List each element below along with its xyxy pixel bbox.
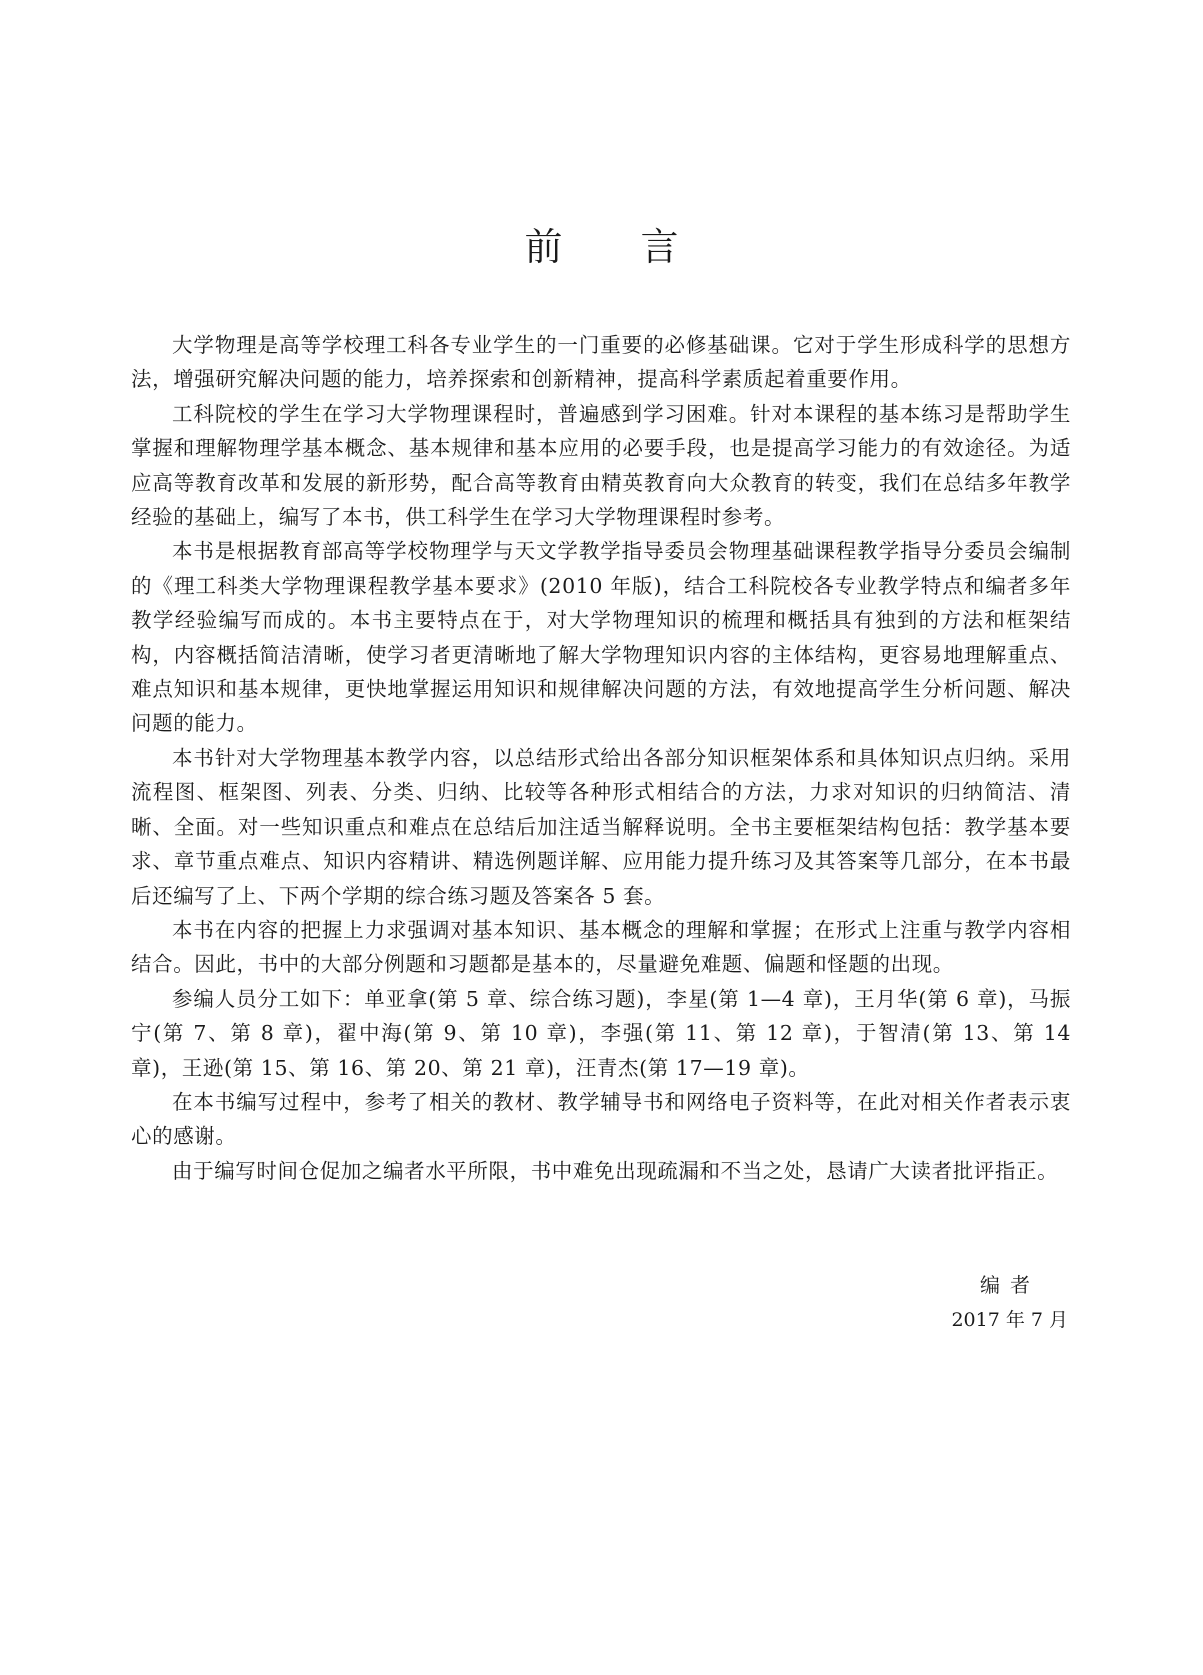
paragraph-1: 大学物理是高等学校理工科各专业学生的一门重要的必修基础课。它对于学生形成科学的思想方法，增强研究解决问题的能力，培养探索和创新精神，提高科学素质起着重要作用。 bbox=[131, 333, 1071, 392]
signature-author: 编者 bbox=[980, 1273, 1040, 1297]
paragraph-5: 本书在内容的把握上力求强调对基本知识、基本概念的理解和掌握；在形式上注重与教学内容相结合。因此，书中的大部分例题和习题都是基本的，尽量避免难题、偏题和怪题的出现。 bbox=[131, 917, 1071, 977]
page-title: 前言 bbox=[524, 225, 757, 269]
preface-body bbox=[131, 328, 1071, 1188]
paragraph-7: 在本书编写过程中，参考了相关的教材、教学辅导书和网络电子资料等，在此对相关作者表示衷心的感谢。 bbox=[131, 1089, 1071, 1149]
paragraph-2: 工科院校的学生在学习大学物理课程时，普遍感到学习困难。针对本课程的基本练习是帮助学生掌握和理解物理学基本概念、基本规律和基本应用的必要手段，也是提高学习能力的有效途径。为适应高等教育改革和发展的新形势，配合高等教育由精英教育向大众教育的转变，我们在总结多年教学经验的基础上，编写了本书，供工科学生在学习大学物理课程时参考。 bbox=[131, 401, 1071, 530]
signature-date: 2017 年 7 月 bbox=[951, 1309, 1068, 1331]
paragraph-6: 参编人员分工如下：单亚拿(第 5 章、综合练习题)，李星(第 1—4 章)，王月华(第 6 章)，马振宁(第 7、第 8 章)，翟中海(第 9、第 10 章)，李强(第 11、第 12 章)，于智清(第 13、第 14 章)，王逊(第 15、第 16、第 20、第 21 章)，汪青杰(第 17—19 章)。 bbox=[131, 986, 1071, 1080]
paragraph-8: 由于编写时间仓促加之编者水平所限，书中难免出现疏漏和不当之处，恳请广大读者批评指正。 bbox=[172, 1158, 1059, 1183]
paragraph-4: 本书针对大学物理基本教学内容，以总结形式给出各部分知识框架体系和具体知识点归纳。采用流程图、框架图、列表、分类、归纳、比较等各种形式相结合的方法，力求对知识的归纳简洁、清晰、全面。对一些知识重点和难点在总结后加注适当解释说明。全书主要框架结构包括：教学基本要求、章节重点难点、知识内容精讲、精选例题详解、应用能力提升练习及其答案等几部分，在本书最后还编写了上、下两个学期的综合练习题及答案各 5 套。 bbox=[131, 745, 1071, 908]
paragraph-3: 本书是根据教育部高等学校物理学与天文学教学指导委员会物理基础课程教学指导分委员会编制的《理工科类大学物理课程教学基本要求》(2010 年版)，结合工科院校各专业教学特点和编者多年教学经验编写而成的。本书主要特点在于，对大学物理知识的梳理和概括具有独到的方法和框架结构，内容概括简洁清晰，使学习者更清晰地了解大学物理知识内容的主体结构，更容易地理解重点、难点知识和基本规律，更快地掌握运用知识和规律解决问题的方法，有效地提高学生分析问题、解决问题的能力。 bbox=[131, 539, 1071, 736]
